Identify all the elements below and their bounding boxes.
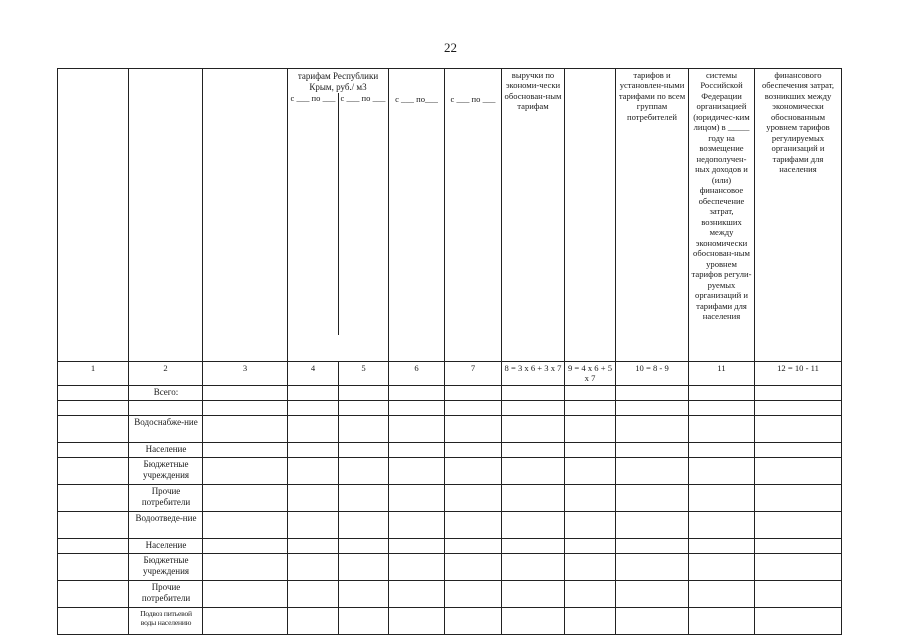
header-col-7: с ___ по ___ [445,69,502,362]
row-label: Прочие потребители [129,580,203,607]
table-row [58,553,842,580]
column-number: 12 = 10 - 11 [755,362,842,386]
header-col-10: тарифов и установлен-ными тарифами по всем группам потребителей [616,69,689,362]
header-col-1 [58,69,129,362]
table-row [58,457,842,484]
column-number: 1 [58,362,129,386]
table-row [58,385,842,400]
table-row [58,511,842,538]
column-number: 8 = 3 х 6 + 3 х 7 [502,362,565,386]
row-label [129,400,203,415]
column-number: 6 [389,362,445,386]
header-col-9 [565,69,616,362]
column-number: 9 = 4 х 6 + 5 х 7 [565,362,616,386]
table-row [58,484,842,511]
header-col-6: с ___ по___ [389,69,445,362]
column-number: 11 [689,362,755,386]
row-label: Население [129,538,203,553]
header-col-5: с ___ по ___ [340,93,386,103]
row-label: Бюджетные учреждения [129,553,203,580]
table-row [58,415,842,442]
row-label: Водоотведе-ние [129,511,203,538]
header-col-4-5-title: тарифам Республики Крым, руб./ м3 [297,71,379,92]
header-col-4-5 [288,69,389,362]
header-col-8: выручки по экономи-чески обоснован-ным тарифам [502,69,565,362]
row-label: Всего: [129,385,203,400]
row-label: Прочие потребители [129,484,203,511]
table-row [58,400,842,415]
column-number: 2 [129,362,203,386]
table-row [58,442,842,457]
column-number: 5 [339,362,389,386]
page-number: 22 [444,40,457,55]
header-col-11: системы Российской Федерации организацией (юридичес-ким лицом) в _____ году на возмещение недополучен-ных доходов и (или) финансовое обеспечение затрат, возникших между экономически обоснован-ным уровнем тарифов регули-руемых организаций и тарифами для населения [689,69,755,362]
column-number: 10 = 8 - 9 [616,362,689,386]
column-number: 7 [445,362,502,386]
table-row [58,580,842,607]
column-number: 3 [203,362,288,386]
header-col-2 [129,69,203,362]
row-label: Подвоз питьевой воды населению [129,607,203,634]
table-row [58,607,842,634]
row-label: Водоснабже-ние [129,415,203,442]
header-row [58,69,842,362]
header-col-12: финансового обеспечения затрат, возникших между экономически обоснованным уровнем тарифов регулируемых организаций и тарифами для населения [755,69,842,362]
header-col-3 [203,69,288,362]
table-row [58,538,842,553]
column-numbers-row [58,362,842,386]
column-number: 4 [288,362,339,386]
row-label: Население [129,442,203,457]
header-col-4: с ___ по ___ [288,93,339,335]
tariff-table [57,68,842,635]
row-label: Бюджетные учреждения [129,457,203,484]
